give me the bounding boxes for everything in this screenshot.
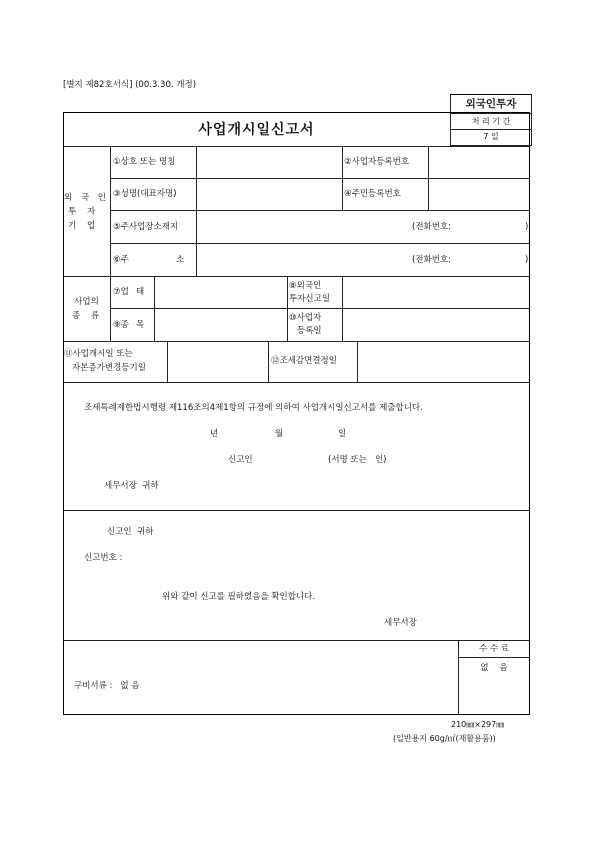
- start-date-label-2: 자본증가변경등기일: [72, 363, 146, 373]
- paper-stock: (일반용지 60g/㎡(재활용품)): [393, 734, 496, 743]
- representative-name-field[interactable]: [197, 179, 341, 209]
- main-office-phone-close: ): [525, 222, 529, 232]
- tax-exemption-date-field[interactable]: [358, 342, 529, 381]
- processing-period-label: 처 리 기 간: [471, 117, 511, 126]
- business-reg-date-label-1: ⑩사업자: [289, 313, 322, 323]
- main-office-phone-label: (전화번호:: [412, 222, 452, 232]
- business-reg-date-field[interactable]: [343, 309, 529, 340]
- resident-reg-no-label: ④주민등록번호: [344, 189, 401, 199]
- resident-reg-no-field[interactable]: [429, 179, 529, 209]
- declaration-statement: 조세특례제한법시행령 제116조의4제1항의 규정에 의하여 사업개시일신고서를 제출합니다.: [84, 403, 423, 413]
- start-date-field[interactable]: [168, 342, 267, 381]
- business-type-label-left: ⑦업: [113, 287, 129, 297]
- address-label-left: ⑥주: [113, 255, 129, 265]
- business-type-label-right: 태: [136, 287, 145, 297]
- declaration-month: 월: [275, 429, 284, 439]
- reporter-label: 신고인: [228, 455, 253, 465]
- address-phone-close: ): [525, 255, 529, 265]
- declaration-year: 년: [210, 429, 219, 439]
- address-field[interactable]: [197, 244, 529, 275]
- foreign-report-date-field[interactable]: [343, 277, 529, 307]
- processing-period-value: 7 일: [483, 132, 499, 141]
- business-reg-date-label-2: 등록일: [297, 326, 322, 336]
- form-title: 사업개시일신고서: [198, 122, 315, 138]
- trade-name-field[interactable]: [197, 147, 341, 177]
- foreign-report-date-label-2: 투자신고일: [289, 294, 331, 304]
- start-date-label-1: ⑪사업개시일 또는: [64, 349, 133, 359]
- declaration-day: 일: [338, 429, 347, 439]
- tax-office-label: 세무서장: [384, 618, 417, 628]
- tax-exemption-date-label: ⑫조세감면결정일: [271, 356, 337, 366]
- report-number-field[interactable]: [140, 549, 340, 565]
- signature-label: (서명 또는 인): [328, 455, 387, 465]
- business-reg-no-field[interactable]: [429, 147, 529, 177]
- business-item-label-left: ⑨종: [113, 320, 129, 330]
- trade-name-label: ①상호 또는 명칭: [113, 157, 176, 167]
- business-item-label-right: 목: [136, 320, 145, 330]
- badge-title: 외국인투자: [465, 98, 517, 110]
- address-phone-label: (전화번호:: [412, 255, 452, 265]
- main-office-field[interactable]: [197, 211, 529, 242]
- address-label-right: 소: [176, 255, 185, 265]
- recipient-label: 세무서장 귀하: [104, 481, 159, 491]
- paper-size: 210㎜×297㎜: [451, 720, 505, 729]
- business-item-field[interactable]: [155, 309, 286, 340]
- foreign-report-date-label-1: ⑧외국인: [289, 281, 322, 291]
- fee-value: 없 음: [480, 663, 508, 673]
- confirmation-text: 위와 같이 신고를 필하였음을 확인합니다.: [162, 592, 316, 602]
- receipt-to-label: 신고인 귀하: [107, 527, 154, 537]
- main-office-label: ⑤주사업장소재지: [113, 222, 179, 232]
- report-number-label: 신고번호 :: [84, 553, 123, 563]
- representative-name-label: ③성명(대표자명): [113, 189, 177, 199]
- form-reference: [별지 제82호서식] (00.3.30. 개정): [63, 80, 197, 90]
- business-type-field[interactable]: [155, 277, 286, 307]
- business-reg-no-label: ②사업자등록번호: [344, 157, 410, 167]
- fee-label: 수 수 료: [478, 644, 510, 654]
- required-documents-label: 구비서류 : 없 음: [74, 681, 140, 691]
